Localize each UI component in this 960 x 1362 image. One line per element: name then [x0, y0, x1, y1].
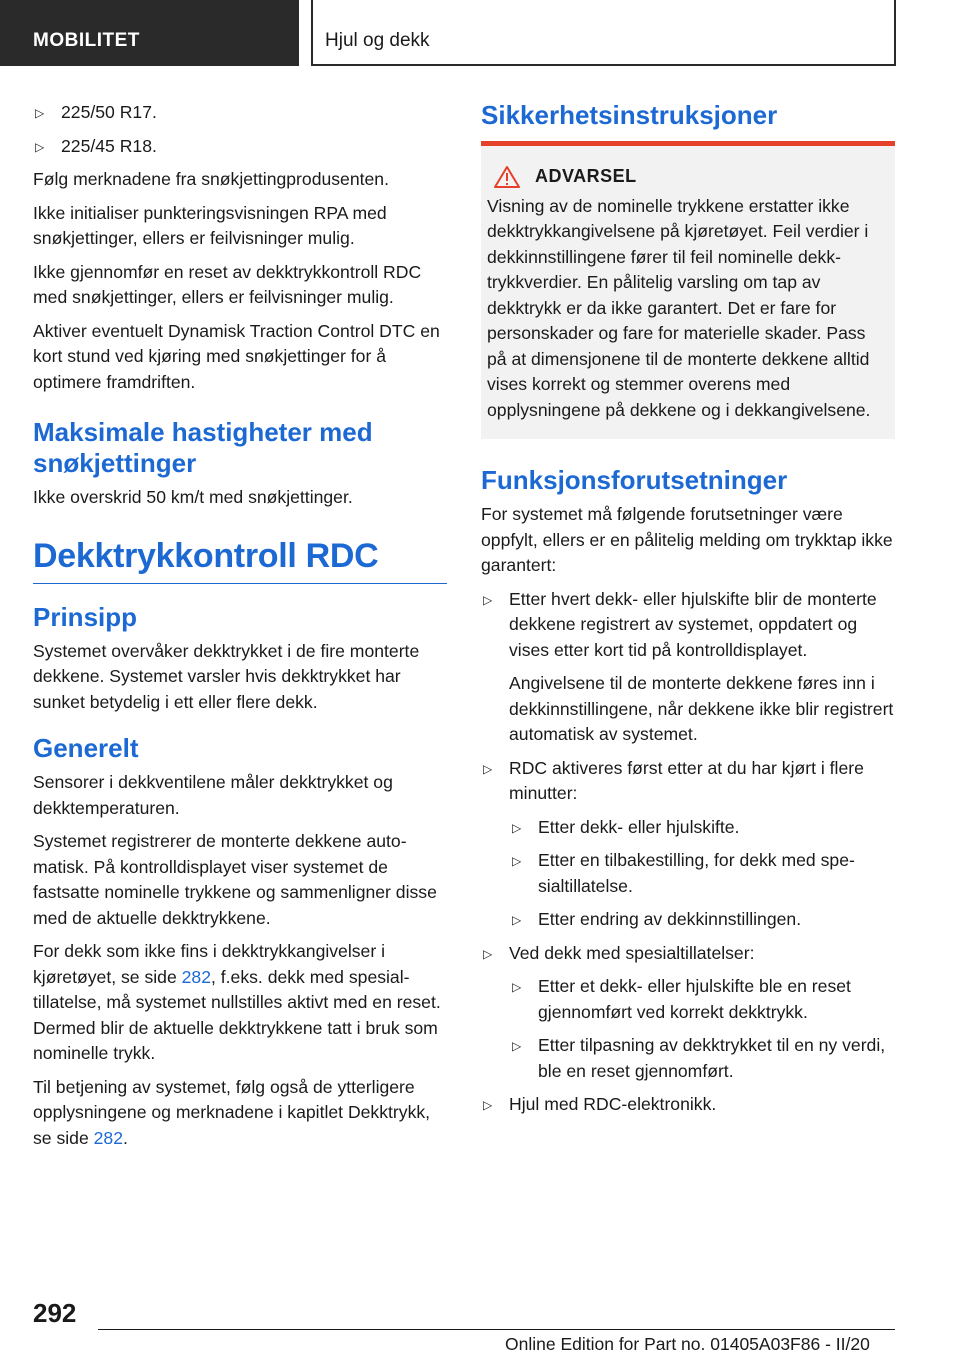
- chapter-title: Hjul og dekk: [311, 0, 896, 66]
- paragraph: Systemet overvåker dekktrykket i de fire monterte dekkene. Systemet varsler hvis dekktrykket har sunket betydelig i ett eller flere dekk.: [33, 640, 420, 712]
- paragraph: Aktiver eventuelt Dynamisk Traction Control DTC en kort stund ved kjøring med snøkjettinger for å optimere framdriften.: [33, 320, 440, 392]
- paragraph: Ikke overskrid 50 km/t med snøkjettinger.: [33, 487, 353, 507]
- right-column: [481, 100, 895, 1126]
- triangle-right-icon: ▷: [483, 946, 493, 961]
- triangle-right-icon: ▷: [483, 1098, 493, 1112]
- sub-list-item: ▷ Etter et dekk- eller hjulskifte ble en reset gjennomført ved korrekt dekktrykk.: [512, 976, 851, 1022]
- list-item: ▷ RDC aktiveres først etter at du har kjørt i flere minutter:: [483, 757, 864, 803]
- sub-list-item: ▷ Etter dekk- eller hjulskifte.: [481, 815, 895, 841]
- heading-safety: Sikkerhetsinstruksjoner: [481, 100, 895, 146]
- warning-triangle-icon: [493, 165, 521, 189]
- heading-requirements: Funksjonsforutsetninger: [481, 465, 788, 495]
- triangle-right-icon: ▷: [512, 1039, 522, 1053]
- heading-prinsipp: Prinsipp: [33, 601, 138, 632]
- triangle-right-icon: ▷: [512, 820, 522, 835]
- paragraph: Følg merknadene fra snøkjettingprodusenten.: [33, 169, 389, 189]
- list-item-continuation: Angivelsene til de monterte dekkene føres inn i dekkinnstillingene, når dekkene ikke blir registrert automatisk av systemet.: [509, 673, 894, 744]
- heading-generelt: Generelt: [33, 733, 139, 763]
- footer-edition: Online Edition for Part no. 01405A03F86 - II/20: [505, 1334, 870, 1354]
- triangle-right-icon: ▷: [35, 139, 45, 154]
- warning-box: [481, 146, 895, 439]
- paragraph: Til betjening av systemet, følg også de ytterligere opplysningene og merknadene i kapitlet Dekktrykk, se side 282.: [33, 1076, 431, 1148]
- triangle-right-icon: ▷: [483, 592, 493, 607]
- paragraph: Sensorer i dekkventilene måler dekktrykket og dekktemperaturen.: [33, 772, 393, 818]
- list-item: ▷ Ved dekk med spesialtillatelser:: [481, 941, 895, 967]
- heading-max-speed: Maksimale hastigheter med snøkjettinger: [33, 417, 373, 478]
- triangle-right-icon: ▷: [483, 761, 493, 776]
- paragraph: For systemet må følgende forutsetninger være oppfylt, ellers er en pålitelig melding om trykktap ikke garantert:: [481, 504, 893, 575]
- page-header: [0, 0, 960, 66]
- section-tab: MOBILITET: [0, 0, 299, 66]
- paragraph: Ikke initialiser punkteringsvisningen RPA med snøkjettinger, ellers er feilvisninger mulig.: [33, 202, 387, 248]
- paragraph: Ikke gjennomfør en reset av dekktrykkontroll RDC med snøkjettinger, ellers er feilvisninger mulig.: [33, 261, 422, 307]
- footer-rule: [98, 1329, 895, 1330]
- warning-text: Visning av de nominelle trykkene erstatter ikke dekktrykkangivelsene på kjøretøyet. Feil verdier i dekkinnstillingene fører til feil nominelle dekktrykkverdier. En pålitelig varsling om tap av dekktrykk er da ikke garantert. Det er fare for personskader og fare for materielle skader. Pass på at dimensjonene til de monterte dekkene alltid vises korrekt og stemmer overens med opplysningene på dekkene og i dekkangivelsene.: [487, 195, 871, 420]
- triangle-right-icon: ▷: [35, 106, 45, 120]
- heading-rdc: Dekktrykkontroll RDC: [33, 535, 447, 584]
- page-link[interactable]: 282: [181, 966, 211, 987]
- paragraph: For dekk som ikke fins i dekktrykkangivelser i kjøretøyet, se side 282, f.eks. dekk med spesialtillatelse, må systemet nullstilles aktivt med en reset. Dermed blir de aktuelle dekktrykkene tatt i bruk som nominelle trykk.: [33, 941, 441, 1063]
- page-number: 292: [33, 1298, 77, 1328]
- list-item: ▷ 225/50 R17.: [33, 100, 447, 126]
- warning-header: [487, 164, 887, 190]
- triangle-right-icon: ▷: [512, 980, 522, 994]
- paragraph: Systemet registrerer de monterte dekkene automatisk. På kontrolldisplayet viser systemet de fastsatte nominelle trykkene og sammenligner disse med de aktuelle dekktrykkene.: [33, 831, 437, 928]
- triangle-right-icon: ▷: [512, 913, 522, 927]
- sub-list-item: ▷ Etter endring av dekkinnstillingen.: [481, 907, 895, 933]
- list-item: ▷ Hjul med RDC-elektronikk.: [481, 1092, 895, 1118]
- sub-list-item: ▷ Etter tilpasning av dekktrykket til en ny verdi, ble en reset gjennomført.: [512, 1035, 886, 1081]
- list-item: ▷ Etter hvert dekk- eller hjulskifte blir de monterte dekkene registrert av systemet, oppdatert og vises etter kort tid på kontrolldisplayet.: [483, 588, 877, 660]
- page-link[interactable]: 282: [93, 1127, 123, 1148]
- left-column: [33, 100, 447, 1159]
- triangle-right-icon: ▷: [512, 854, 522, 868]
- sub-list-item: ▷ Etter en tilbakestilling, for dekk med spesialtillatelse.: [512, 850, 855, 896]
- warning-label: ADVARSEL: [535, 166, 637, 186]
- list-item: ▷ 225/45 R18.: [33, 134, 447, 160]
